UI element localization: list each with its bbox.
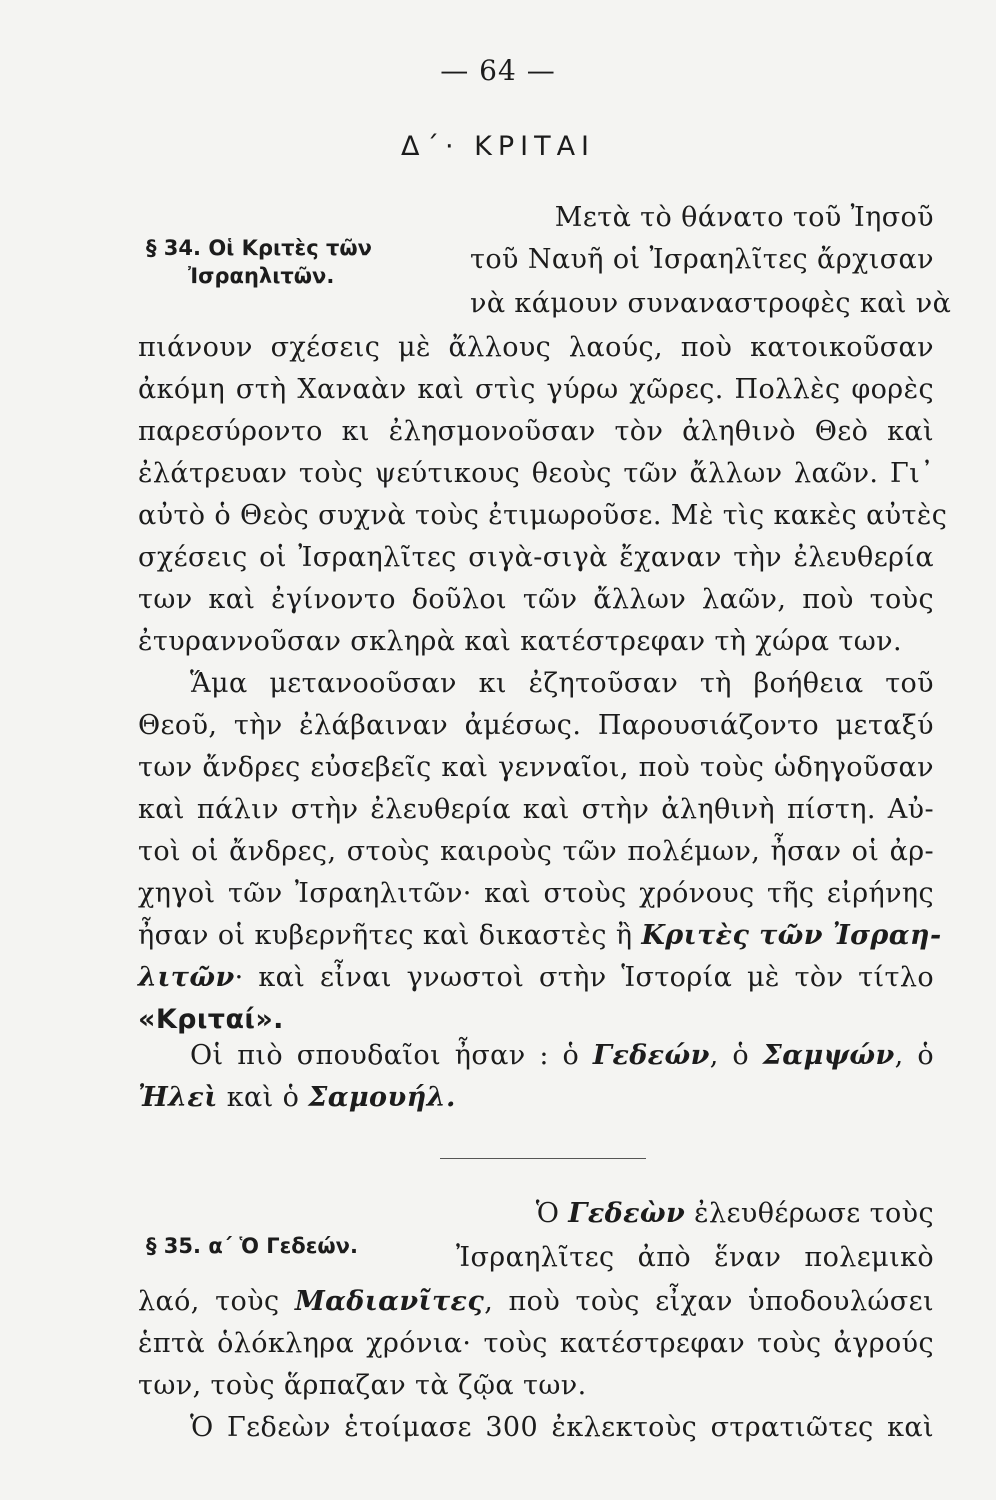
emphasis-israelites: λιτῶν xyxy=(138,962,235,993)
text-run: , ὁ xyxy=(894,1040,935,1071)
name-midianites: Μαδιανῖτες xyxy=(294,1286,485,1317)
text-run: ἐλευθέρωσε τοὺς xyxy=(685,1198,934,1229)
name-eli: Ἠλεὶ xyxy=(138,1082,218,1113)
text-run: , ποὺ τοὺς εἶχαν ὑποδουλώσει xyxy=(484,1286,935,1317)
text-run: Ὁ xyxy=(535,1198,569,1229)
body-line xyxy=(138,1080,456,1116)
body-line: νὰ κάμουν συναναστροφὲς καὶ νὰ xyxy=(470,288,952,319)
chapter-heading: Δ΄· ΚΡΙΤΑΙ xyxy=(400,131,595,162)
name-samson: Σαμψών xyxy=(762,1040,895,1071)
body-line xyxy=(138,918,942,954)
body-line: καὶ πάλιν στὴν ἐλευθερία καὶ στὴν ἀληθινὴ πίστη. Αὐ- xyxy=(138,794,934,825)
body-line: αὐτὸ ὁ Θεὸς συχνὰ τοὺς ἐτιμωροῦσε. Μὲ τὶς κακὲς αὐτὲς xyxy=(138,500,948,531)
name-gedeon: Γεδεών xyxy=(592,1040,710,1071)
body-line: των καὶ ἐγίνοντο δοῦλοι τῶν ἄλλων λαῶν, ποὺ τοὺς xyxy=(138,584,934,615)
body-line xyxy=(138,960,934,996)
section-35-label: § 35. α΄ Ὁ Γεδεών. xyxy=(146,1234,358,1258)
body-line: Μετὰ τὸ θάνατο τοῦ Ἰησοῦ xyxy=(554,202,934,233)
body-line: ἐτυραννοῦσαν σκληρὰ καὶ κατέστρεφαν τὴ χώρα των. xyxy=(138,626,902,657)
body-line: των, τοὺς ἅρπαζαν τὰ ζῷα των. xyxy=(138,1370,587,1401)
body-line: Ὁ Γεδεὼν ἑτοίμασε 300 ἐκλεκτοὺς στρατιῶτες καὶ xyxy=(190,1412,934,1443)
text-run: , ὁ xyxy=(709,1040,763,1071)
text-run: ἦσαν οἱ κυβερνῆτες καὶ δικαστὲς ἢ xyxy=(138,920,642,951)
body-line xyxy=(138,1002,284,1038)
body-line xyxy=(138,1284,934,1320)
body-line: σχέσεις οἱ Ἰσραηλῖτες σιγὰ-σιγὰ ἔχαναν τὴν ἐλευθερία xyxy=(138,542,934,573)
body-line: ἐλάτρευαν τοὺς ψεύτικους θεοὺς τῶν ἄλλων λαῶν. Γι᾿ xyxy=(138,458,934,489)
name-samuel: Σαμουήλ. xyxy=(308,1082,456,1113)
body-line: ἀκόμη στὴ Χαναὰν καὶ στὶς γύρω χῶρες. Πολλὲς φορὲς xyxy=(138,374,934,405)
body-line: τοῦ Ναυῆ οἱ Ἰσραηλῖτες ἄρχισαν xyxy=(470,244,934,275)
body-line: παρεσύροντο κι ἐλησμονοῦσαν τὸν ἀληθινὸ Θεὸ καὶ xyxy=(138,416,934,447)
body-line: Ἅμα μετανοοῦσαν κι ἐζητοῦσαν τὴ βοήθεια τοῦ xyxy=(190,668,934,699)
body-line: χηγοὶ τῶν Ἰσραηλιτῶν· καὶ στοὺς χρόνους τῆς εἰρήνης xyxy=(138,878,934,909)
text-run: Οἱ πιὸ σπουδαῖοι ἦσαν : ὁ xyxy=(190,1040,593,1071)
emphasis-kritai-title: «Κριταί». xyxy=(138,1004,284,1035)
body-line: Θεοῦ, τὴν ἐλάβαιναν ἀμέσως. Παρουσιάζοντο μεταξύ xyxy=(138,710,934,741)
text-run: καὶ ὁ xyxy=(217,1082,309,1113)
emphasis-judges: Κριτὲς τῶν Ἰσραη- xyxy=(641,920,942,951)
body-line: τοὶ οἱ ἄνδρες, στοὺς καιροὺς τῶν πολέμων, ἦσαν οἱ ἀρ- xyxy=(138,836,934,867)
body-line: των ἄνδρες εὐσεβεῖς καὶ γενναῖοι, ποὺ τοὺς ὡδηγοῦσαν xyxy=(138,752,934,783)
page-number: — 64 — xyxy=(440,54,556,87)
body-line xyxy=(528,1196,934,1232)
body-line xyxy=(190,1038,934,1074)
name-gedeon: Γεδεὼν xyxy=(568,1198,686,1229)
body-line: Ἰσραηλῖτες ἀπὸ ἕναν πολεμικὸ xyxy=(456,1242,934,1273)
body-line: πιάνουν σχέσεις μὲ ἄλλους λαούς, ποὺ κατοικοῦσαν xyxy=(138,332,934,363)
section-34-label-line2: Ἰσραηλιτῶν. xyxy=(188,264,335,288)
section-divider xyxy=(440,1158,646,1159)
text-run: · καὶ εἶναι γνωστοὶ στὴν Ἱστορία μὲ τὸν τίτλο xyxy=(234,962,934,993)
body-line: ἑπτὰ ὁλόκληρα χρόνια· τοὺς κατέστρεφαν τοὺς ἀγρούς xyxy=(138,1328,934,1359)
section-34-label-line1: § 34. Οἱ Κριτὲς τῶν xyxy=(146,236,372,260)
text-run: λαό, τοὺς xyxy=(138,1286,295,1317)
